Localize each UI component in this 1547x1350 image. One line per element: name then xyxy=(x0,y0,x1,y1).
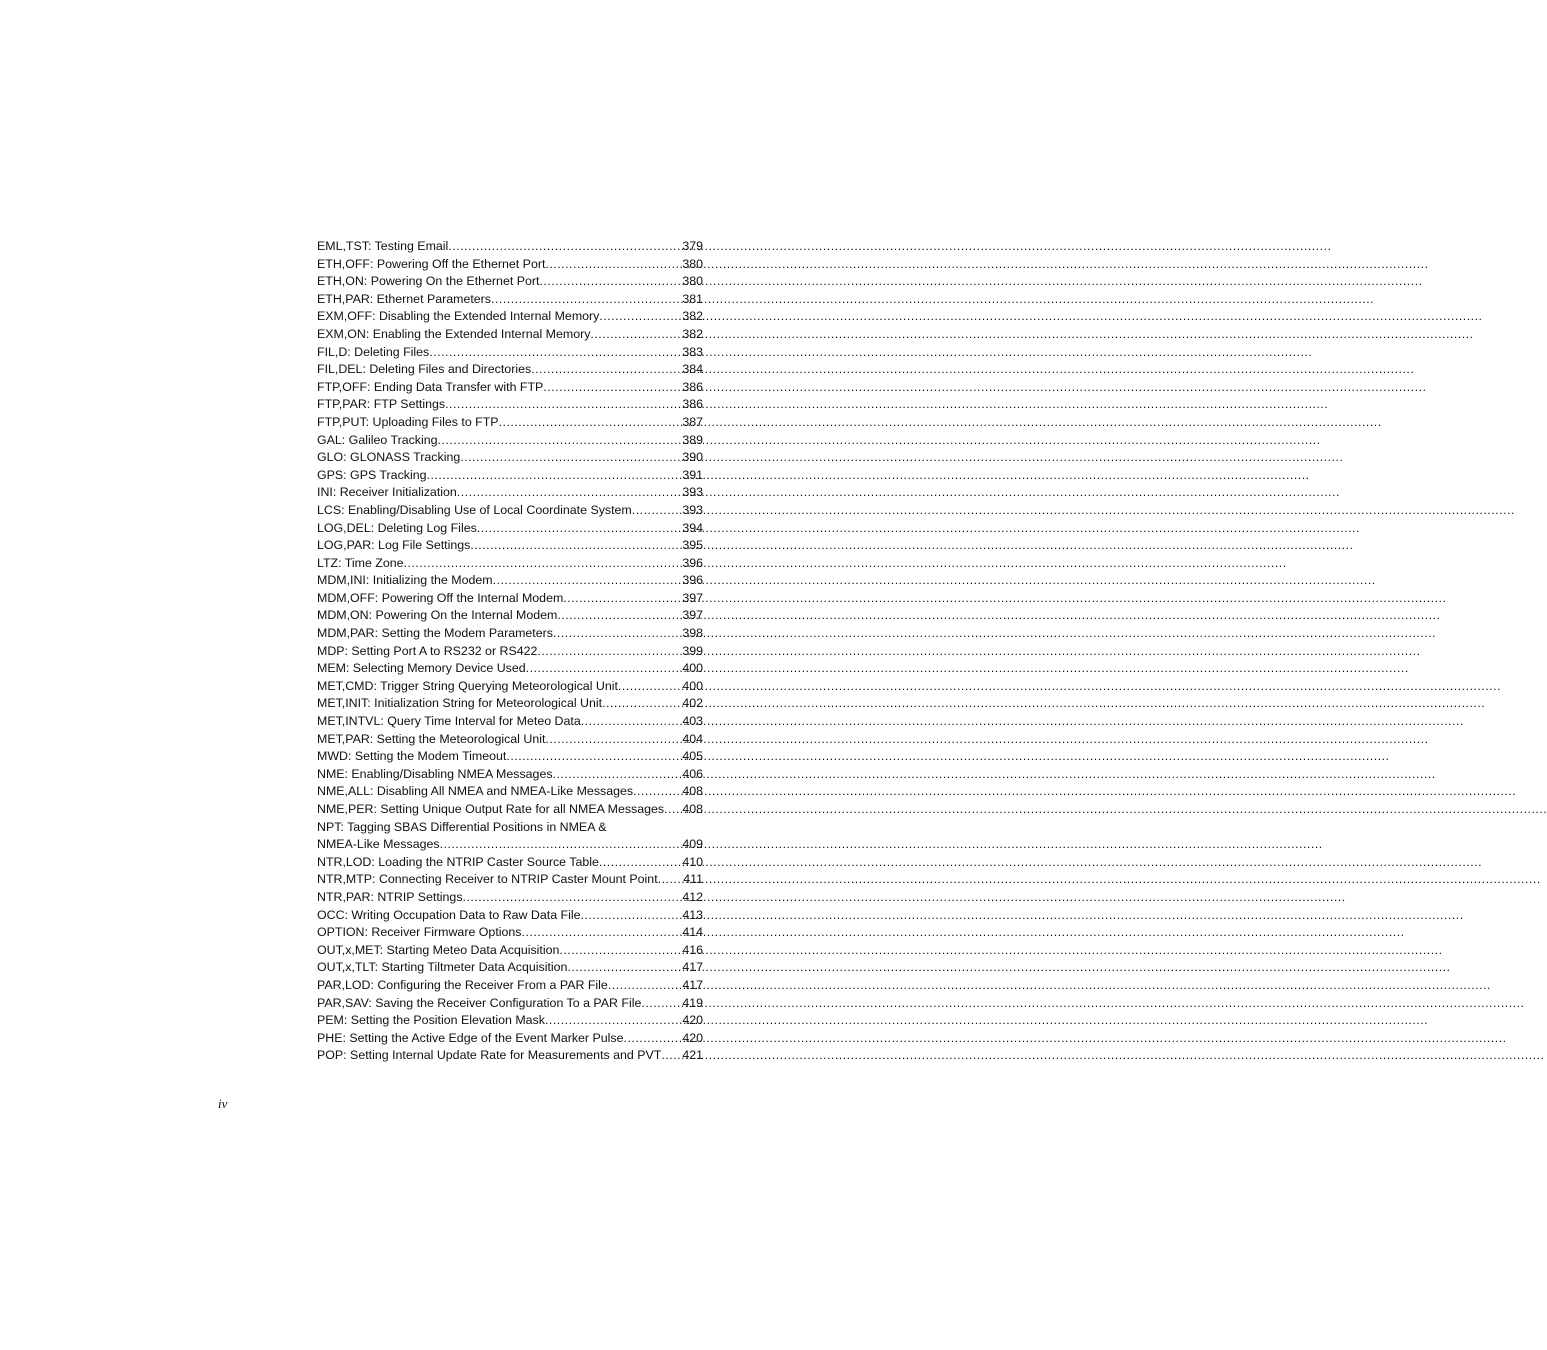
toc-entry xyxy=(317,678,703,696)
dot-leader xyxy=(557,607,682,625)
toc-entry-page: 387 xyxy=(682,414,703,429)
toc-entry-title: POP: Setting Internal Update Rate for Measurements and PVT xyxy=(317,1048,662,1063)
toc-entry-page: 416 xyxy=(682,942,703,957)
toc-entry-title: OPTION: Receiver Firmware Options xyxy=(317,925,522,940)
toc-entry xyxy=(317,959,703,977)
toc-entry xyxy=(317,643,703,661)
toc-entry xyxy=(317,713,703,731)
toc-entry xyxy=(317,801,703,819)
toc-entry-page: 380 xyxy=(682,274,703,289)
toc-entry xyxy=(317,942,703,960)
toc-entry-title-continued: NMEA-Like Messages xyxy=(317,837,440,852)
toc-entry-title: FTP,OFF: Ending Data Transfer with FTP xyxy=(317,379,544,394)
toc-entry-title: MWD: Setting the Modem Timeout xyxy=(317,749,507,764)
toc-entry-title: NME: Enabling/Disabling NMEA Messages xyxy=(317,766,553,781)
dot-leader xyxy=(457,484,683,502)
dot-leader xyxy=(567,959,682,977)
toc-entry xyxy=(317,449,703,467)
toc-entry-page: 410 xyxy=(682,854,703,869)
toc-entry-title: NPT: Tagging SBAS Differential Positions in NMEA & xyxy=(317,819,607,834)
toc-entry-title: MDM,OFF: Powering Off the Internal Modem xyxy=(317,590,564,605)
toc-entry xyxy=(317,467,703,485)
toc-entry-title: FIL,DEL: Deleting Files and Directories xyxy=(317,362,532,377)
toc-entry-title: FTP,PUT: Uploading Files to FTP xyxy=(317,414,499,429)
dot-leader xyxy=(559,942,682,960)
dot-leader xyxy=(522,924,683,942)
toc-entry-page: 400 xyxy=(682,661,703,676)
dot-leader xyxy=(633,783,682,801)
toc-entry-page: 403 xyxy=(682,714,703,729)
dot-leader xyxy=(526,660,683,678)
dot-leader xyxy=(553,625,682,643)
dot-leader xyxy=(463,889,683,907)
toc-entry-page: 389 xyxy=(682,432,703,447)
dot-leader xyxy=(470,537,682,555)
toc-entry-page: 404 xyxy=(682,731,703,746)
toc-entry xyxy=(317,819,703,854)
toc-entry-page: 421 xyxy=(682,1048,703,1063)
toc-entry-page: 417 xyxy=(682,977,703,992)
toc-entry xyxy=(317,414,703,432)
toc-entry xyxy=(317,572,703,590)
toc-entry xyxy=(317,889,703,907)
dot-leader xyxy=(427,467,683,485)
toc-entry xyxy=(317,555,703,573)
dot-leader xyxy=(553,766,683,784)
toc-entry-page: 391 xyxy=(682,467,703,482)
dot-leader xyxy=(545,731,682,749)
dot-leader xyxy=(543,379,682,397)
dot-leader xyxy=(608,977,682,995)
toc-entry xyxy=(317,766,703,784)
toc-entry-page: 390 xyxy=(682,450,703,465)
toc-entry-page: 380 xyxy=(682,256,703,271)
page-number: iv xyxy=(218,1096,228,1111)
toc-entry-title: ETH,ON: Powering On the Ethernet Port xyxy=(317,274,540,289)
toc-entry xyxy=(317,238,703,256)
toc-entry-title: OCC: Writing Occupation Data to Raw Data File xyxy=(317,907,581,922)
dot-leader xyxy=(545,256,682,274)
dot-leader xyxy=(440,836,683,854)
toc-entry-title: PEM: Setting the Position Elevation Mask xyxy=(317,1013,545,1028)
toc-entry-page: 382 xyxy=(682,309,703,324)
toc-entry-title: FIL,D: Deleting Files xyxy=(317,344,430,359)
toc-entry-title: NTR,LOD: Loading the NTRIP Caster Source Table xyxy=(317,854,599,869)
dot-leader xyxy=(438,432,683,450)
dot-leader xyxy=(477,520,683,538)
toc-entry-page: 400 xyxy=(682,678,703,693)
toc-entry-title: MDM,ON: Powering On the Internal Modem xyxy=(317,608,558,623)
toc-entry-page: 383 xyxy=(682,344,703,359)
toc-entry-page: 395 xyxy=(682,538,703,553)
toc-entry xyxy=(317,748,703,766)
dot-leader xyxy=(506,748,682,766)
dot-leader xyxy=(599,308,682,326)
dot-leader xyxy=(404,555,683,573)
toc-entry xyxy=(317,1030,703,1048)
dot-leader xyxy=(602,695,682,713)
dot-leader xyxy=(661,1047,682,1065)
dot-leader xyxy=(537,643,682,661)
toc-entry-title: MET,INTVL: Query Time Interval for Meteo Data xyxy=(317,714,581,729)
toc-entry xyxy=(317,326,703,344)
toc-entry xyxy=(317,731,703,749)
toc-entry-title: LOG,PAR: Log File Settings xyxy=(317,538,471,553)
toc-entry-title: MEM: Selecting Memory Device Used xyxy=(317,661,526,676)
toc-entry xyxy=(317,344,703,362)
toc-entry-title: MET,PAR: Setting the Meteorological Unit xyxy=(317,731,546,746)
toc-entry xyxy=(317,1012,703,1030)
toc-entry-title: FTP,PAR: FTP Settings xyxy=(317,397,446,412)
toc-entry-page: 413 xyxy=(682,907,703,922)
toc-entry-page: 393 xyxy=(682,485,703,500)
dot-leader xyxy=(632,502,683,520)
toc-entry-page: 420 xyxy=(682,1030,703,1045)
toc-entry xyxy=(317,273,703,291)
toc-entry xyxy=(317,607,703,625)
toc-entry-title: EXM,ON: Enabling the Extended Internal Memory xyxy=(317,326,591,341)
toc-entry xyxy=(317,977,703,995)
dot-leader xyxy=(545,1012,682,1030)
toc-entry-title: EML,TST: Testing Email xyxy=(317,239,449,253)
toc-entry-page: 412 xyxy=(682,889,703,904)
toc-entry-page: 394 xyxy=(682,520,703,535)
toc-entry-title: GLO: GLONASS Tracking xyxy=(317,450,461,465)
toc-entry xyxy=(317,1047,703,1065)
toc-entry-page: 411 xyxy=(683,872,703,887)
toc-entry-page: 414 xyxy=(682,925,703,940)
toc-entry-page: 399 xyxy=(682,643,703,658)
toc-entry-title: MDM,PAR: Setting the Modem Parameters xyxy=(317,626,553,641)
toc-entry-page: 393 xyxy=(682,502,703,517)
toc-entry-page: 408 xyxy=(682,784,703,799)
dot-leader xyxy=(641,995,682,1013)
dot-leader xyxy=(539,273,682,291)
toc-entry-page: 397 xyxy=(682,590,703,605)
toc-entry-title: LCS: Enabling/Disabling Use of Local Coordinate System xyxy=(317,502,632,517)
toc-entry-page: 405 xyxy=(682,749,703,764)
toc-entry-page: 406 xyxy=(682,766,703,781)
toc-entry-title: GPS: GPS Tracking xyxy=(317,467,427,482)
toc-entry xyxy=(317,379,703,397)
toc-entry-title: PAR,SAV: Saving the Receiver Configuration To a PAR File xyxy=(317,995,642,1010)
toc-entry xyxy=(317,924,703,942)
toc-entry-title: GAL: Galileo Tracking xyxy=(317,432,438,447)
toc-entry-title: INI: Receiver Initialization xyxy=(317,485,457,500)
toc-entry-page: 396 xyxy=(682,573,703,588)
dot-leader xyxy=(531,361,682,379)
toc-entry xyxy=(317,995,703,1013)
dot-leader xyxy=(563,590,682,608)
dot-leader xyxy=(499,414,683,432)
toc-entry-title: NME,ALL: Disabling All NMEA and NMEA-Like Messages xyxy=(317,784,634,799)
toc-entry-page: 417 xyxy=(682,960,703,975)
dot-leader xyxy=(618,678,682,696)
toc-entry-page: 397 xyxy=(682,608,703,623)
toc-entry-title: PAR,LOD: Configuring the Receiver From a PAR File xyxy=(317,977,608,992)
toc-entry-title: LTZ: Time Zone xyxy=(317,555,404,570)
toc-entry xyxy=(317,396,703,414)
toc-entry-title: EXM,OFF: Disabling the Extended Internal Memory xyxy=(317,309,600,324)
toc-entry xyxy=(317,537,703,555)
toc-entry-page: 420 xyxy=(682,1013,703,1028)
dot-leader xyxy=(624,1030,683,1048)
dot-leader xyxy=(599,854,682,872)
toc-entry xyxy=(317,783,703,801)
toc-entry-page: 419 xyxy=(682,995,703,1010)
toc-entry-page: 408 xyxy=(682,802,703,816)
toc-entry-title: NTR,MTP: Connecting Receiver to NTRIP Caster Mount Point xyxy=(317,872,658,887)
toc-entry-page: 386 xyxy=(682,379,703,394)
toc-entry-title: ETH,OFF: Powering Off the Ethernet Port xyxy=(317,256,546,271)
dot-leader xyxy=(493,572,683,590)
toc-entry xyxy=(317,854,703,872)
toc-entry-title: MDP: Setting Port A to RS232 or RS422 xyxy=(317,643,538,658)
toc-entry xyxy=(317,660,703,678)
toc-entry xyxy=(317,871,703,889)
dot-leader xyxy=(448,238,682,256)
toc-entry-title: ETH,PAR: Ethernet Parameters xyxy=(317,291,491,306)
toc-entry-continuation xyxy=(317,836,703,854)
toc-entry-page: 398 xyxy=(682,626,703,641)
toc-entry-title: OUT,x,MET: Starting Meteo Data Acquisition xyxy=(317,942,560,957)
dot-leader xyxy=(658,871,684,889)
dot-leader xyxy=(590,326,682,344)
toc-entry xyxy=(317,590,703,608)
dot-leader xyxy=(460,449,682,467)
toc-entry-title: MDM,INI: Initializing the Modem xyxy=(317,573,493,588)
toc-entry-title: OUT,x,TLT: Starting Tiltmeter Data Acquisition xyxy=(317,960,568,975)
dot-leader xyxy=(581,907,683,925)
dot-leader xyxy=(429,344,682,362)
toc-entry-title: NTR,PAR: NTRIP Settings xyxy=(317,889,463,904)
toc-entry xyxy=(317,695,703,713)
toc-entry xyxy=(317,432,703,450)
table-of-contents xyxy=(317,238,703,1065)
dot-leader xyxy=(581,713,683,731)
toc-entry xyxy=(317,502,703,520)
toc-entry-title: NME,PER: Setting Unique Output Rate for all NMEA Messages xyxy=(317,802,665,816)
toc-entry-title: LOG,DEL: Deleting Log Files xyxy=(317,520,477,535)
toc-entry-page: 396 xyxy=(682,555,703,570)
toc-entry-title: MET,INIT: Initialization String for Meteorological Unit xyxy=(317,696,603,711)
toc-entry xyxy=(317,361,703,379)
toc-entry xyxy=(317,484,703,502)
toc-entry-page: 379 xyxy=(682,239,703,253)
toc-entry xyxy=(317,625,703,643)
toc-entry-page: 409 xyxy=(682,837,703,852)
dot-leader xyxy=(491,291,682,309)
toc-entry-page: 382 xyxy=(682,326,703,341)
dot-leader xyxy=(664,801,682,819)
toc-entry-page: 381 xyxy=(682,291,703,306)
toc-entry xyxy=(317,907,703,925)
toc-entry xyxy=(317,520,703,538)
toc-entry-title: MET,CMD: Trigger String Querying Meteorological Unit xyxy=(317,678,618,693)
toc-entry-title: PHE: Setting the Active Edge of the Event Marker Pulse xyxy=(317,1030,624,1045)
toc-entry xyxy=(317,291,703,309)
toc-entry xyxy=(317,308,703,326)
toc-entry xyxy=(317,256,703,274)
dot-leader xyxy=(445,396,682,414)
toc-entry-page: 386 xyxy=(682,397,703,412)
toc-entry-page: 384 xyxy=(682,362,703,377)
toc-entry-page: 402 xyxy=(682,696,703,711)
